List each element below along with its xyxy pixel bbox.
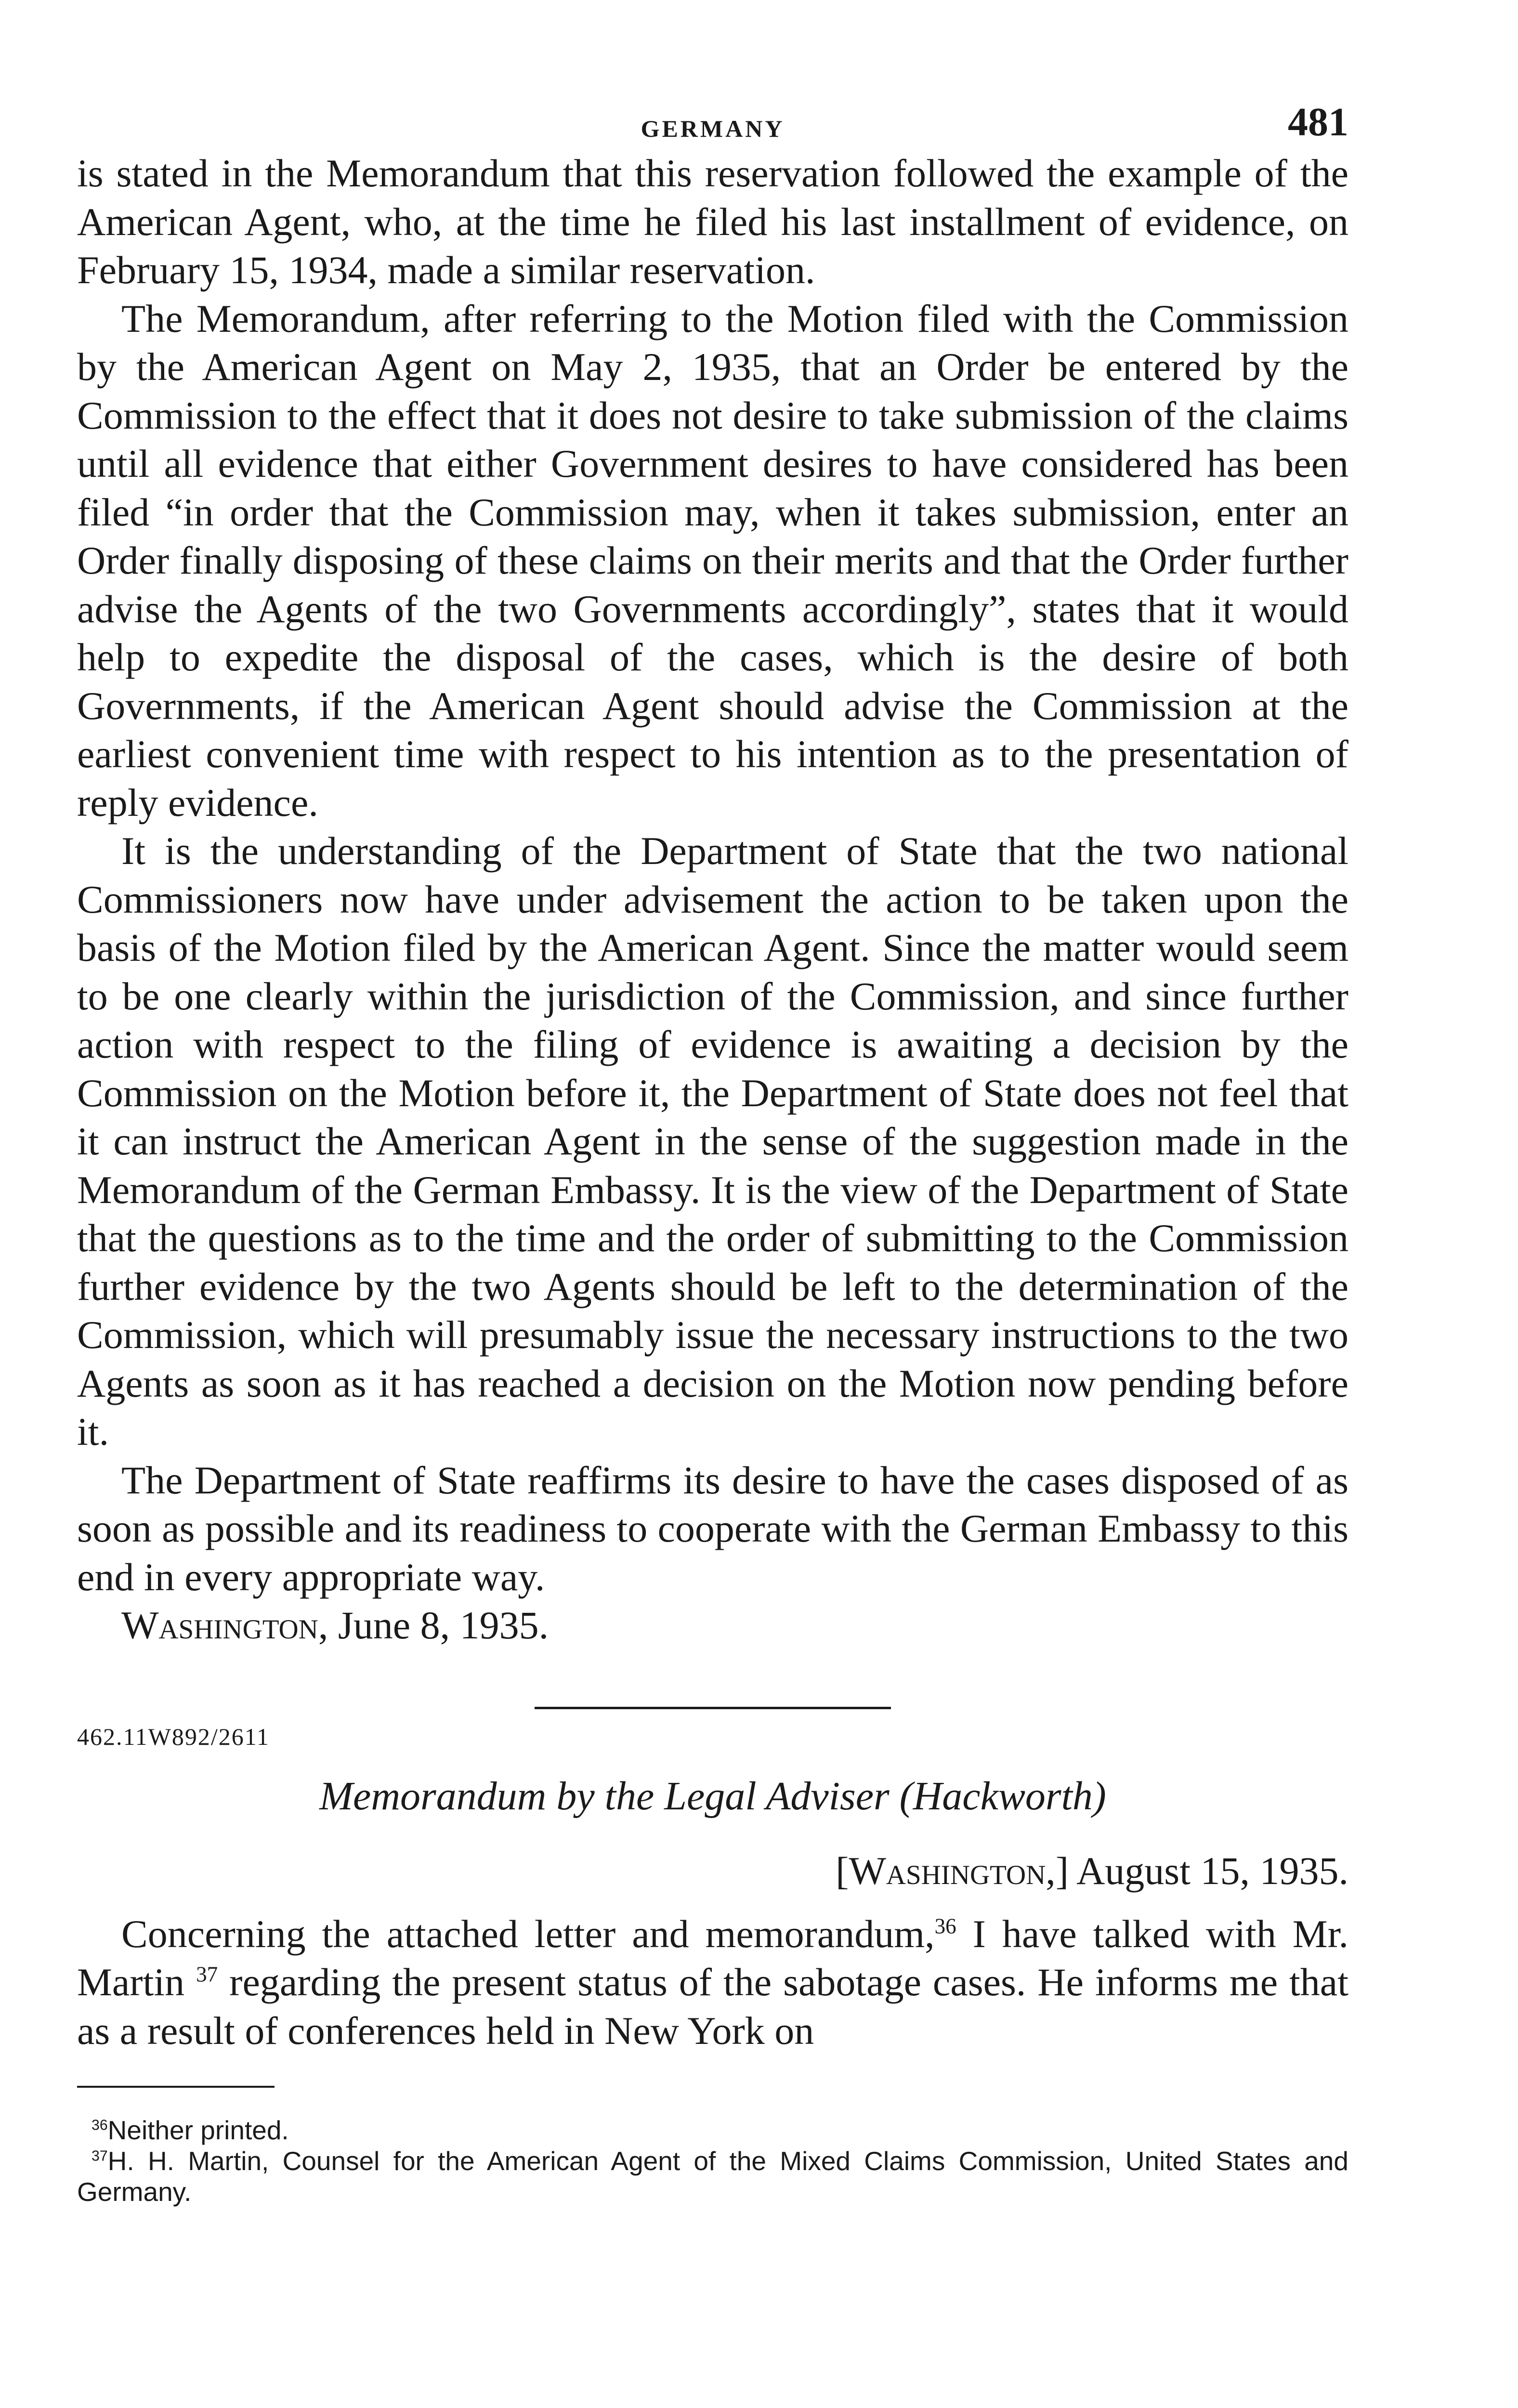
date-rest: ,] August 15, 1935. xyxy=(1046,1848,1348,1893)
footnotes xyxy=(77,2115,1348,2207)
second-memorandum-body xyxy=(77,1910,1348,2055)
footnote-marker: 36 xyxy=(92,2117,108,2133)
date-bracket-open: [ xyxy=(836,1848,849,1893)
paragraph-continuation: is stated in the Memorandum that this reservation followed the example of the American Agent, who, at the time he filed his last installment of evidence, on February 15, 1934, made a similar reservation. xyxy=(77,151,1348,292)
document-page xyxy=(77,72,1348,2207)
paragraph: The Department of State reaffirms its desire to have the cases disposed of as soon as possible and its readiness to cooperate with the German Embassy to this end in every appropriate way. xyxy=(77,1458,1348,1599)
paragraph-text-part: Concerning the attached letter and memorandum, xyxy=(121,1911,935,1956)
document-title: Memorandum by the Legal Adviser (Hackworth) xyxy=(319,1773,1106,1819)
paragraph-text-part: I have talked with Mr. Martin xyxy=(77,1911,1348,2004)
page-number: 481 xyxy=(1288,100,1348,144)
footnote-marker: 37 xyxy=(92,2148,108,2164)
paragraph xyxy=(77,1910,1348,2055)
document-date xyxy=(77,1848,1348,1894)
date-place: Washington xyxy=(849,1848,1046,1893)
paragraph-text-part: regarding the present status of the sabotage cases. He informs me that as a result of conferences held in New York on xyxy=(77,1960,1348,2053)
running-header xyxy=(77,72,1348,149)
footnote-reference: 36 xyxy=(934,1914,956,1938)
paragraph: It is the understanding of the Department of State that the two national Commissioners now have under advisement the action to be taken upon the basis of the Motion filed by the American Agent. Since the matter would seem to be one clearly within the jurisdiction of the Commission, and since further action with respect to the filing of evidence is awaiting a decision by the Commission on the Motion before it, the Department of State does not feel that it can instruct the American Agent in the sense of the suggestion made in the Memorandum of the German Embassy. It is the view of the Department of State that the questions as to the time and the order of submitting to the Commission further evidence by the two Agents should be left to the determination of the Commission, which will presumably issue the necessary instructions to the two Agents as soon as it has reached a decision on the Motion now pending before it. xyxy=(77,829,1348,1453)
section-separator xyxy=(535,1707,891,1709)
footnote-rule xyxy=(77,2086,275,2088)
dateline-place: Washington xyxy=(121,1603,318,1647)
footnote-text: Neither printed. xyxy=(107,2115,289,2145)
footnote xyxy=(77,2146,1348,2207)
footnote xyxy=(77,2115,1348,2146)
dateline xyxy=(77,1601,1348,1650)
memorandum-body xyxy=(77,149,1348,1650)
dateline-date: , June 8, 1935. xyxy=(318,1603,549,1647)
paragraph: The Memorandum, after referring to the Motion filed with the Commission by the American Agent on May 2, 1935, that an Order be entered by the Commission to the effect that it does not desire to take submission of the claims until all evidence that either Government desires to have considered has been filed “in order that the Commission may, when it takes submission, enter an Order finally disposing of these claims on their merits and that the Order further advise the Agents of the two Governments accordingly”, states that it would help to expedite the disposal of the cases, which is the desire of both Governments, if the American Agent should advise the Commission at the earliest convenient time with respect to his intention as to the presentation of reply evidence. xyxy=(77,296,1348,824)
file-number: 462.11W892/2611 xyxy=(77,1723,270,1750)
running-title: GERMANY xyxy=(641,115,785,142)
footnote-reference: 37 xyxy=(196,1962,218,1987)
footnote-text: H. H. Martin, Counsel for the American Agent of the Mixed Claims Commission, United States and Germany. xyxy=(77,2146,1348,2207)
